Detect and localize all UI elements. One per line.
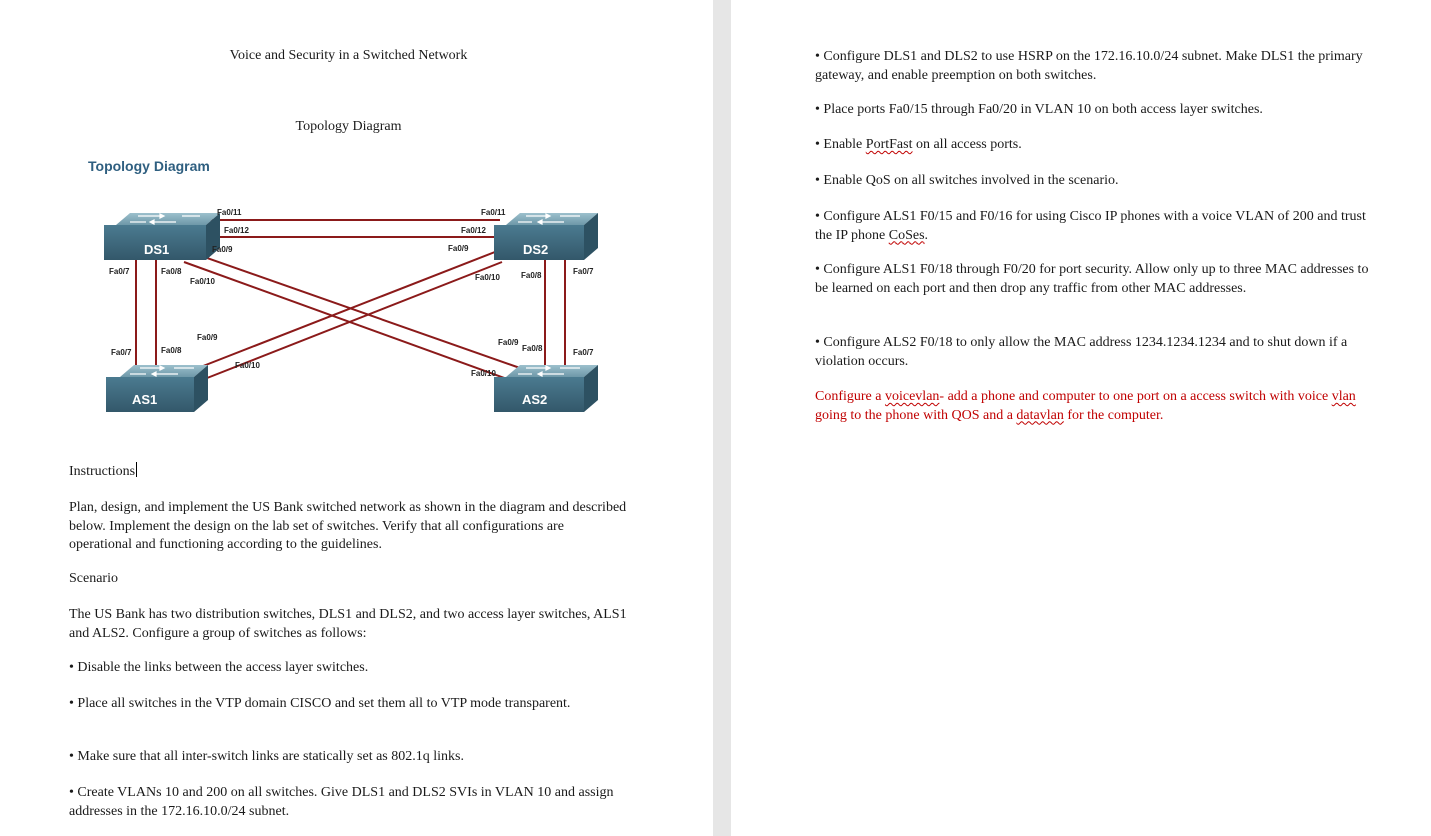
bullet-text: . [924,227,929,243]
spellcheck-word: PortFast [865,137,913,152]
spellcheck-word: vlan [1331,389,1356,404]
port-label: Fa0/12 [224,226,249,235]
switch-as1 [106,365,208,412]
instructions-heading-text: Instructions [69,464,136,479]
port-label: Fa0/8 [161,346,182,355]
link-ds1-as2-fa010 [184,262,510,380]
document-subtitle: Topology Diagram [295,119,402,134]
document-title: Voice and Security in a Switched Network [229,48,468,63]
port-label: Fa0/11 [217,208,242,217]
port-label: Fa0/12 [461,226,486,235]
port-label: Fa0/9 [448,244,469,253]
bullet-item: • Create VLANs 10 and 200 on all switches. Give DLS1 and DLS2 SVIs in VLAN 10 and assign addresses in the 172.16.10.0/24 subnet. [69,785,614,819]
port-label: Fa0/10 [475,273,500,282]
topology-figure-title: Topology Diagram [88,158,210,174]
plan-paragraph: Plan, design, and implement the US Bank switched network as shown in the diagram and described below. Implement the design on the lab set of switches. Verify that all configurations are operational and functioning according to the guidelines. [69,500,627,552]
note-text: for the computer. [1063,407,1164,423]
switch-label-ds2: DS2 [523,242,549,257]
bullet-item: • Configure ALS1 F0/18 through F0/20 for port security. Allow only up to three MAC addresses to be learned on each port and then drop any traffic from other MAC addresses. [815,262,1369,296]
bullet-item: • Place ports Fa0/15 through Fa0/20 in VLAN 10 on both access layer switches. [815,102,1263,117]
port-label: Fa0/9 [197,333,218,342]
switch-ds2 [494,213,598,260]
bullet-text: on all access ports. [912,137,1022,152]
bullet-item: • Configure ALS2 F0/18 to only allow the MAC address 1234.1234.1234 and to shut down if a violation occurs. [815,335,1348,369]
port-label: Fa0/9 [498,338,519,347]
switch-label-as1: AS1 [132,392,158,407]
switch-as2 [494,365,598,412]
link-ds1-as2-fa09 [190,252,520,368]
document-page-right [731,0,1431,836]
port-label: Fa0/9 [212,245,233,254]
bullet-text: • Enable [815,137,866,152]
bullet-item: • Configure DLS1 and DLS2 to use HSRP on the 172.16.10.0/24 subnet. Make DLS1 the primary gateway, and enable preemption on both switches. [815,49,1363,83]
note-text: Configure a [815,389,885,404]
bullet-item [815,208,1380,245]
switch-label-as2: AS2 [522,392,548,407]
bullet-item: • Make sure that all inter-switch links are statically set as 802.1q links. [69,749,464,764]
bullet-item [815,136,1380,155]
bullet-item: • Place all switches in the VTP domain CISCO and set them all to VTP mode transparent. [69,696,571,711]
bullet-item: • Enable QoS on all switches involved in the scenario. [815,173,1119,188]
port-label: Fa0/10 [235,361,260,370]
port-label: Fa0/7 [109,267,130,276]
bullet-text: • Configure ALS1 F0/15 and F0/16 for using Cisco IP phones with a voice VLAN of 200 and trust the IP phone [815,209,1366,243]
bullet-item: • Disable the links between the access layer switches. [69,660,369,675]
note-text: - add a phone and computer to one port on a access switch with voice [939,389,1332,404]
port-label: Fa0/10 [471,369,496,378]
port-label: Fa0/11 [481,208,506,217]
scenario-heading: Scenario [69,571,118,586]
switch-ds1 [104,213,220,260]
port-label: Fa0/7 [573,348,594,357]
spellcheck-word: datavlan [1016,407,1064,423]
switch-label-ds1: DS1 [144,242,170,257]
scenario-paragraph: The US Bank has two distribution switches, DLS1 and DLS2, and two access layer switches, ALS1 and ALS2. Configure a group of switches as follows: [69,607,627,641]
spellcheck-word: voicevlan [884,389,940,404]
topology-diagram [90,200,610,425]
port-label: Fa0/8 [521,271,542,280]
red-note [815,388,1380,425]
spellcheck-word: CoSes [888,227,925,243]
port-label: Fa0/7 [573,267,594,276]
note-text: going to the phone with QOS and a [815,407,1017,423]
document-page-left [0,0,713,836]
port-label: Fa0/7 [111,348,132,357]
instructions-heading [69,462,137,482]
link-ds2-as1-fa09 [198,250,500,368]
port-label: Fa0/10 [190,277,215,286]
port-label: Fa0/8 [522,344,543,353]
port-label: Fa0/8 [161,267,182,276]
text-cursor [136,462,137,477]
